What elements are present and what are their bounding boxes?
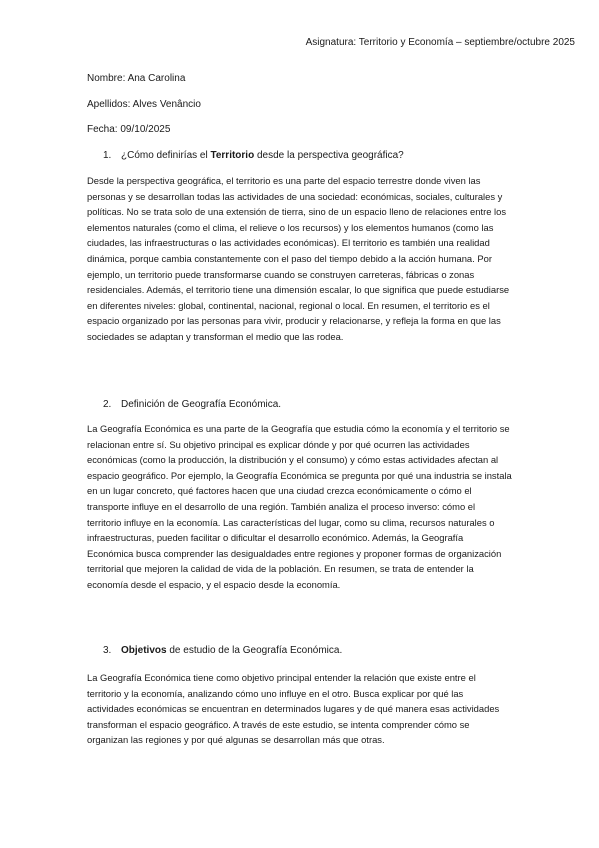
heading-bold-term: Territorio — [210, 150, 255, 161]
section-1-body: Desde la perspectiva geográfica, el territorio es una parte del espacio terrestre donde viven las personas y se desarrollan todas las actividades de una sociedad: económicas, sociales, culturales y políticas. No se trata solo de una extensión de tierra, sino de un espacio lleno de relaciones entre los elementos naturales (como el clima, el relieve o los recursos) y los elementos humanos (como las ciudades, las infraestructuras o las actividades económicas). El territorio es también una realidad dinámica, porque cambia constantemente con el paso del tiempo debido a la acción humana. Por ejemplo, un territorio puede transformarse cuando se construyen carreteras, fábricas o zonas residenciales. Además, el territorio tiene una dimensión escalar, lo que significa que puede estudiarse en diferentes niveles: global, continental, nacional, regional o local. En resumen, el territorio es el espacio organizado por las personas para vivir, producir y relacionarse, y refleja la forma en que las sociedades se adaptan y transforman el medio que las rodea. — [87, 175, 510, 342]
section-2-heading — [103, 399, 281, 410]
section-3-body: La Geografía Económica tiene como objetivo principal entender la relación que existe entre el territorio y la economía, analizando cómo uno influye en el otro. Busca explicar por qué las actividades económicas se encuentran en determinados lugares y de qué manera esas actividades transforman el espacio geográfico. A través de este estudio, se intenta comprender cómo se organizan las regiones y por qué algunas se desarrollan más que otras. — [87, 672, 500, 746]
heading-text: desde la perspectiva geográfica? — [254, 150, 404, 161]
heading-text: Definición de Geografía Económica. — [121, 399, 282, 410]
section-number: 1. — [103, 150, 112, 161]
section-3-heading — [103, 645, 342, 656]
heading-bold-term: Objetivos — [121, 645, 167, 656]
student-name: Nombre: Ana Carolina — [87, 73, 186, 84]
course-header: Asignatura: Territorio y Economía – septiembre/octubre 2025 — [305, 37, 575, 48]
heading-text: de estudio de la Geografía Económica. — [166, 645, 343, 656]
section-2-body: La Geografía Económica es una parte de la Geografía que estudia cómo la economía y el territorio se relacionan entre sí. Su objetivo principal es explicar dónde y por qué ocurren las actividades económicas (como la producción, la distribución y el consumo) y cómo estas actividades afectan al espacio geográfico. Por ejemplo, la Geografía Económica se pregunta por qué una industria se instala en un lugar concreto, qué factores hacen que una ciudad crezca económicamente o cómo el transporte influye en el desarrollo de una región. También analiza el proceso inverso: cómo el territorio influye en la economía. Las características del lugar, como su clima, recursos naturales o infraestructuras, pueden facilitar o dificultar el desarrollo económico. Además, la Geografía Económica busca comprender las desigualdades entre regiones y proponer formas de organización territorial que mejoren la calidad de vida de la población. En resumen, se trata de entender la economía desde el espacio, y el espacio desde la economía. — [87, 423, 512, 590]
section-1-heading — [103, 150, 404, 161]
student-surname: Apellidos: Alves Venâncio — [87, 99, 201, 110]
section-number: 3. — [103, 645, 112, 656]
submission-date: Fecha: 09/10/2025 — [87, 124, 171, 135]
section-number: 2. — [103, 399, 112, 410]
heading-text: ¿Cómo definirías el — [121, 150, 211, 161]
